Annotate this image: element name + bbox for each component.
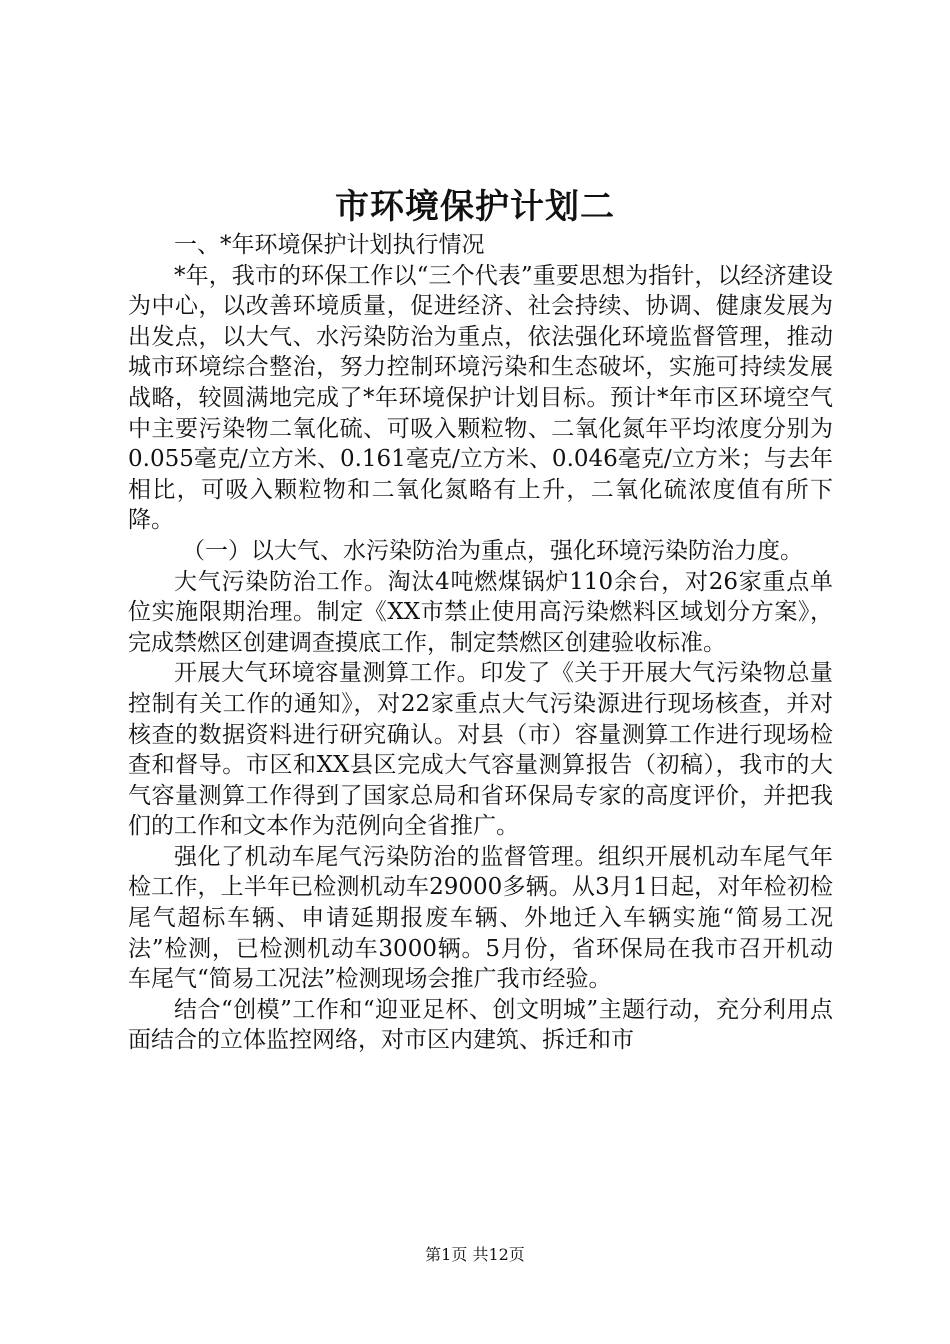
document-title: 市环境保护计划二 [335, 187, 615, 227]
section-heading: 一、*年环境保护计划执行情况 [174, 232, 485, 258]
document-body [128, 230, 833, 1056]
body-paragraph: *年，我市的环保工作以“三个代表”重要思想为指针，以经济建设为中心，以改善环境质量，促进经济、社会持续、协调、健康发展为出发点，以大气、水污染防治为重点，依法强化环境监督管理，推动城市环境综合整治，努力控制环境污染和生态破坏，实施可持续发展战略，较圆满地完成了*年环境保护计划目标。预计*年市区环境空气中主要污染物二氧化硫、可吸入颗粒物、二氧化氮年平均浓度分别为0.055毫克/立方米、0.161毫克/立方米、0.046毫克/立方米；与去年相比，可吸入颗粒物和二氧化氮略有上升，二氧化硫浓度值有所下降。 [128, 262, 833, 534]
body-paragraph: 结合“创模”工作和“迎亚足杯、创文明城”主题行动，充分利用点面结合的立体监控网络，对市区内建筑、拆迁和市 [128, 996, 833, 1054]
sub-heading: （一）以大气、水污染防治为重点，强化环境污染防治力度。 [182, 537, 803, 564]
page-footer: 第1页 共12页 [425, 1245, 525, 1264]
body-paragraph: 大气污染防治工作。淘汰4吨燃煤锅炉110余台，对26家重点单位实施限期治理。制定《XX市禁止使用高污染燃料区域划分方案》，完成禁燃区创建调查摸底工作，制定禁燃区创建验收标准。 [128, 568, 833, 656]
body-paragraph: 开展大气环境容量测算工作。印发了《关于开展大气污染物总量控制有关工作的通知》，对22家重点大气污染源进行现场核查，并对核查的数据资料进行研究确认。对县（市）容量测算工作进行现场检查和督导。市区和XX县区完成大气容量测算报告（初稿），我市的大气容量测算工作得到了国家总局和省环保局专家的高度评价，并把我们的工作和文本作为范例向全省推广。 [128, 660, 833, 840]
body-paragraph: 强化了机动车尾气污染防治的监督管理。组织开展机动车尾气年检工作，上半年已检测机动车29000多辆。从3月1日起，对年检初检尾气超标车辆、申请延期报废车辆、外地迁入车辆实施“简易工况法”检测，已检测机动车3000辆。5月份，省环保局在我市召开机动车尾气“简易工况法”检测现场会推广我市经验。 [128, 843, 833, 993]
